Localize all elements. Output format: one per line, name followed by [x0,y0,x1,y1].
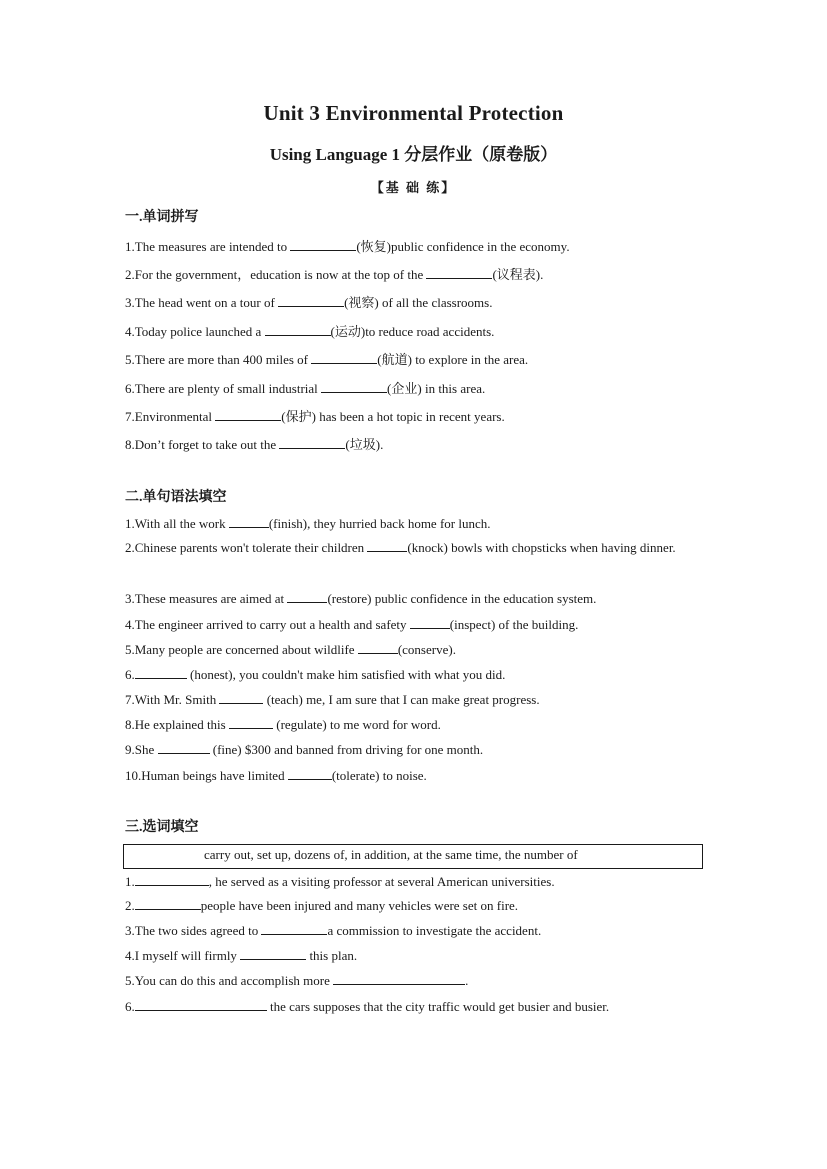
s2-question-8: 8.He explained this (regulate) to me word for word. [125,717,441,732]
section3-heading: 三.选词填空 [125,820,199,835]
page-subtitle: Using Language 1 分层作业（原卷版） [269,145,558,164]
s1-question-3: 3.The head went on a tour of (视察) of all the classrooms. [125,295,493,310]
answer-blank[interactable] [158,741,210,754]
answer-blank[interactable] [261,922,327,935]
s2-question-2: 2.Chinese parents won't tolerate their children (knock) bowls with chopsticks when having dinner. [125,540,676,555]
answer-blank[interactable] [219,691,263,704]
s1-question-6: 6.There are plenty of small industrial (企业) in this area. [125,381,486,396]
section1-heading: 一.单词拼写 [125,210,199,225]
s3-question-6: 6. the cars supposes that the city traffic would get busier and busier. [125,999,610,1014]
answer-blank[interactable] [279,436,345,449]
s2-question-5: 5.Many people are concerned about wildlife (conserve). [125,642,456,657]
answer-blank[interactable] [135,998,267,1011]
s1-question-4: 4.Today police launched a (运动)to reduce road accidents. [125,324,495,339]
answer-blank[interactable] [265,323,331,336]
answer-blank[interactable] [287,590,327,603]
s1-question-5: 5.There are more than 400 miles of (航道) to explore in the area. [125,352,529,367]
s2-question-4: 4.The engineer arrived to carry out a health and safety (inspect) of the building. [125,617,579,632]
answer-blank[interactable] [240,947,306,960]
answer-blank[interactable] [426,266,492,279]
s1-question-8: 8.Don’t forget to take out the (垃圾). [125,437,384,452]
s2-question-3: 3.These measures are aimed at (restore) public confidence in the education system. [125,591,597,606]
answer-blank[interactable] [135,873,209,886]
s2-question-9: 9.She (fine) $300 and banned from driving for one month. [125,742,484,757]
answer-blank[interactable] [215,408,281,421]
answer-blank[interactable] [367,539,407,552]
answer-blank[interactable] [358,641,398,654]
s1-question-1: 1.The measures are intended to (恢复)public confidence in the economy. [125,239,570,254]
s3-question-4: 4.I myself will firmly this plan. [125,948,358,963]
s2-question-7: 7.With Mr. Smith (teach) me, I am sure that I can make great progress. [125,692,540,707]
s1-question-7: 7.Environmental (保护) has been a hot topic in recent years. [125,409,505,424]
s1-question-2: 2.For the government，education is now at the top of the (议程表). [125,267,544,282]
s2-question-6: 6. (honest), you couldn't make him satisfied with what you did. [125,667,506,682]
s3-question-3: 3.The two sides agreed to a commission to investigate the accident. [125,923,542,938]
word-bank: carry out, set up, dozens of, in addition, at the same time, the number of [204,847,578,862]
answer-blank[interactable] [135,666,187,679]
answer-blank[interactable] [229,515,269,528]
answer-blank[interactable] [311,351,377,364]
page-title: Unit 3 Environmental Protection [263,101,564,125]
answer-blank[interactable] [288,767,332,780]
answer-blank[interactable] [410,616,450,629]
answer-blank[interactable] [229,716,273,729]
answer-blank[interactable] [135,897,201,910]
word-bank-box [123,844,703,869]
answer-blank[interactable] [278,294,344,307]
answer-blank[interactable] [290,238,356,251]
s3-question-2: 2. people have been injured and many vehicles were set on fire. [125,898,519,913]
level-label: 【基 础 练】 [370,180,457,195]
s2-question-1: 1.With all the work (finish), they hurried back home for lunch. [125,516,491,531]
answer-blank[interactable] [321,380,387,393]
s3-question-5: 5.You can do this and accomplish more . [125,973,469,988]
s3-question-1: 1. , he served as a visiting professor at several American universities. [125,874,555,889]
section2-heading: 二.单句语法填空 [125,490,227,505]
answer-blank[interactable] [333,972,465,985]
s2-question-10: 10.Human beings have limited (tolerate) to noise. [125,768,427,783]
